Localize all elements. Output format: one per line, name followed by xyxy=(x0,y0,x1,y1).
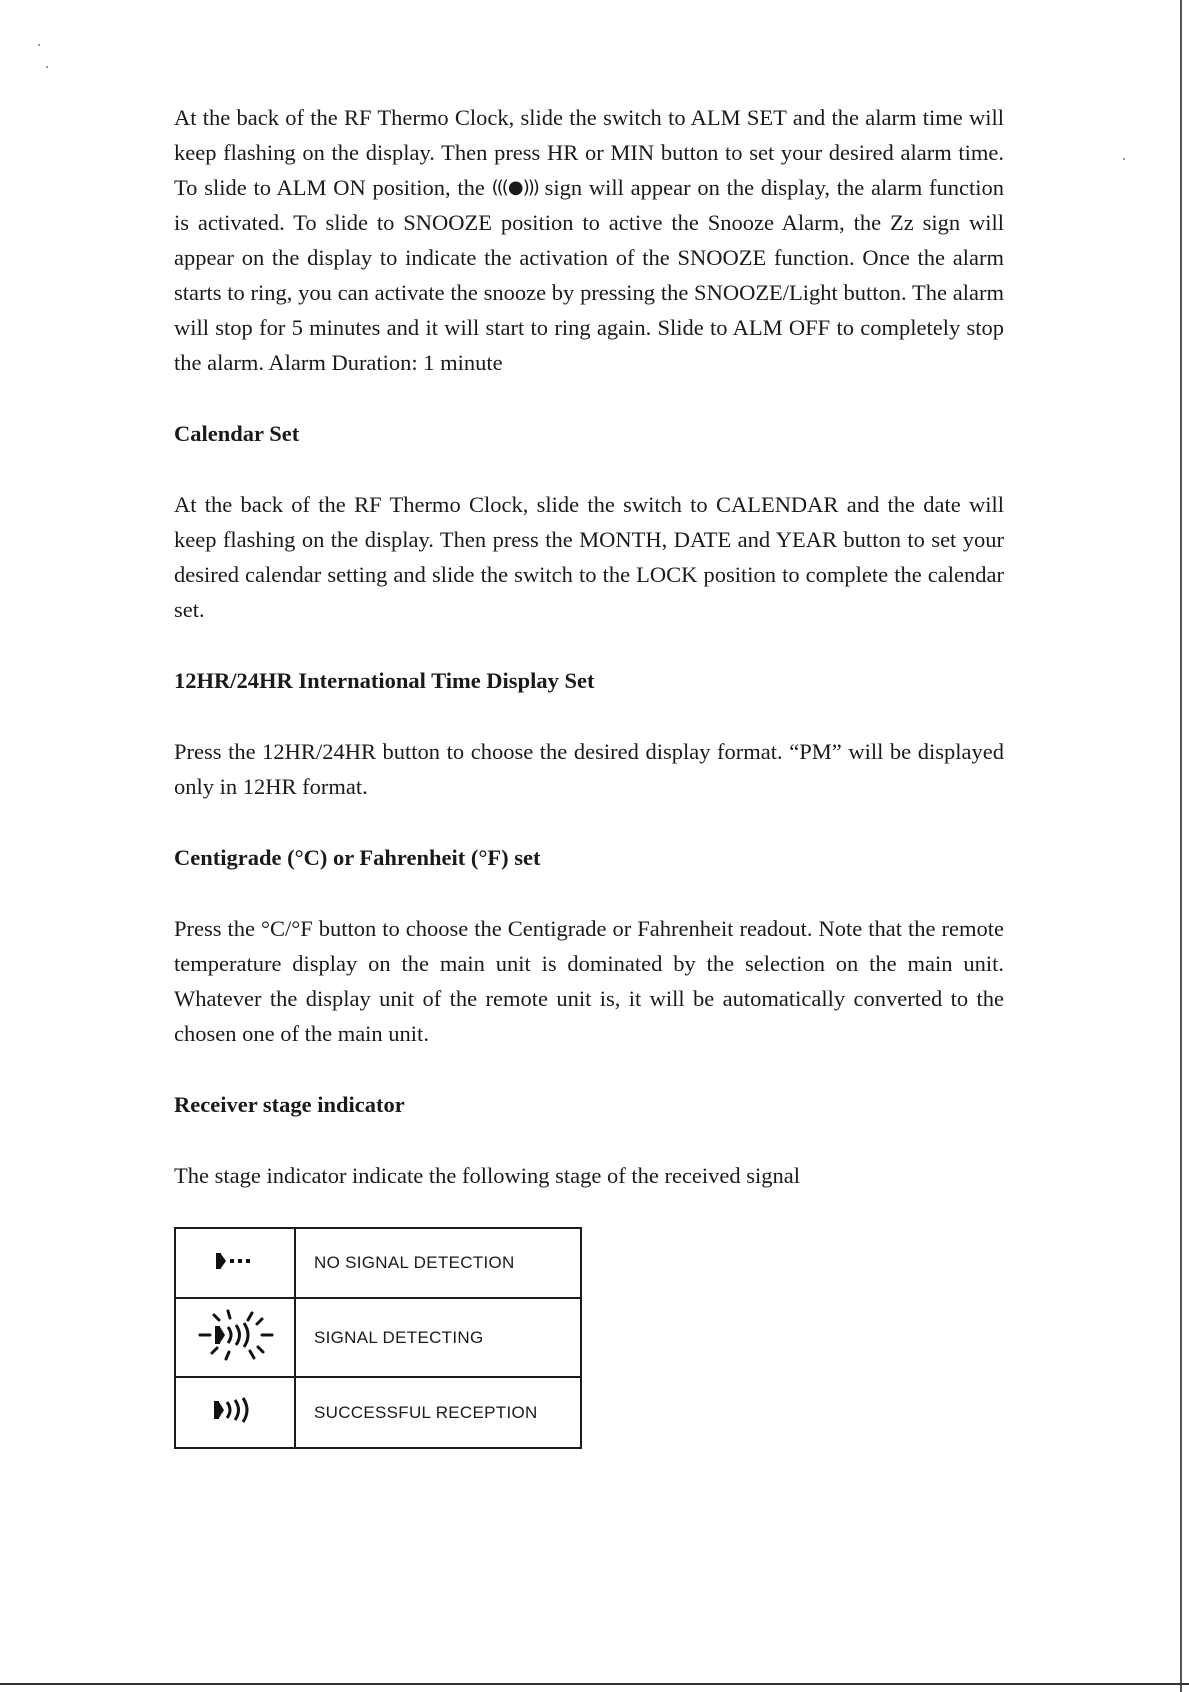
signal-received-icon xyxy=(200,1390,270,1430)
stage-symbol-cell xyxy=(175,1377,295,1448)
stage-label: NO SIGNAL DETECTION xyxy=(295,1228,581,1298)
section-heading: 12HR/24HR International Time Display Set xyxy=(174,668,595,693)
document-content xyxy=(174,100,1004,1449)
section-body: Press the °C/°F button to choose the Centigrade or Fahrenheit readout. Note that the remote temperature display on the main unit is dominated by the selection on the main unit. Whatever the display unit of the remote unit is, it will be automatically converted to the chosen one of the main unit. xyxy=(174,916,1004,1046)
section-body: At the back of the RF Thermo Clock, slide the switch to CALENDAR and the date will keep flashing on the display. Then press the MONTH, DATE and YEAR button to set your desired calendar setting and slide the switch to the LOCK position to complete the calendar set. xyxy=(174,492,1004,622)
scan-speck xyxy=(46,66,48,68)
scan-edge-right xyxy=(1180,0,1182,1692)
table-row xyxy=(175,1298,581,1377)
section-body: The stage indicator indicate the following stage of the received signal xyxy=(174,1163,801,1188)
scan-edge-bottom xyxy=(0,1683,1189,1685)
table-row xyxy=(175,1228,581,1298)
stage-symbol-cell xyxy=(175,1298,295,1377)
stage-symbol-cell xyxy=(175,1228,295,1298)
alarm-on-icon: (((●))) xyxy=(491,177,538,198)
scan-speck xyxy=(38,44,40,46)
section-heading: Centigrade (°C) or Fahrenheit (°F) set xyxy=(174,845,541,870)
section-heading: Calendar Set xyxy=(174,421,300,446)
alarm-set-paragraph: At the back of the RF Thermo Clock, slide the switch to ALM SET and the alarm time will keep flashing on the display. Then press HR or MIN button to set your desired alarm time. To slide to ALM ON position, the (((●))) sign will appear on the display, the alarm function is activated. To slide to SNOOZE position to active the Snooze Alarm, the Zz sign will appear on the display to indicate the activation of the SNOOZE function. Once the alarm starts to ring, you can activate the snooze by pressing the SNOOZE/Light button. The alarm will stop for 5 minutes and it will start to ring again. Slide to ALM OFF to completely stop the alarm. Alarm Duration: 1 minute xyxy=(174,105,1005,375)
table-row xyxy=(175,1377,581,1448)
stage-label: SIGNAL DETECTING xyxy=(295,1298,581,1377)
section-body: Press the 12HR/24HR button to choose the desired display format. “PM” will be displayed only in 12HR format. xyxy=(174,739,1004,799)
scan-speck xyxy=(1123,158,1125,160)
stage-indicator-table xyxy=(174,1227,582,1449)
signal-detecting-icon xyxy=(190,1303,280,1367)
stage-label: SUCCESSFUL RECEPTION xyxy=(295,1377,581,1448)
no-signal-icon xyxy=(205,1241,265,1281)
section-heading: Receiver stage indicator xyxy=(174,1092,405,1117)
